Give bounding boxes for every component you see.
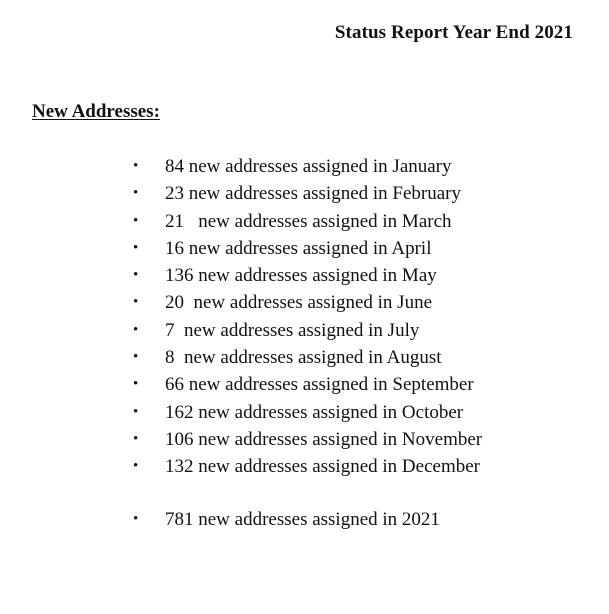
list-item <box>0 153 452 180</box>
list-item-text: 23 new addresses assigned in February <box>165 183 462 205</box>
list-item-text: 136 new addresses assigned in May <box>165 265 437 287</box>
bullet-icon: • <box>133 321 139 338</box>
total-item-text: 781 new addresses assigned in 2021 <box>165 509 440 530</box>
list-item-text: 162 new addresses assigned in October <box>165 401 464 423</box>
bullet-icon: • <box>133 403 139 420</box>
list-item <box>0 453 480 480</box>
bullet-icon: • <box>133 158 139 174</box>
list-item-text: 8 new addresses assigned in August <box>165 347 442 369</box>
list-item <box>0 262 437 289</box>
list-item <box>0 371 474 398</box>
bullet-icon: • <box>133 185 139 202</box>
bullet-icon: • <box>133 430 139 447</box>
yearly-total-list <box>0 506 440 533</box>
bullet-icon: • <box>133 376 139 393</box>
list-item-text: 21 new addresses assigned in March <box>165 210 452 232</box>
report-title: Status Report Year End 2021 <box>334 22 573 43</box>
bullet-icon: • <box>133 239 139 256</box>
section-heading: New Addresses: <box>32 101 160 122</box>
list-item-text: 106 new addresses assigned in November <box>165 428 483 450</box>
list-item-text: 132 new addresses assigned in December <box>165 456 480 478</box>
bullet-icon: • <box>133 458 139 475</box>
list-item <box>0 317 420 344</box>
list-item <box>0 344 442 371</box>
list-item-text: 84 new addresses assigned in January <box>165 156 452 177</box>
list-item-text: 20 new addresses assigned in June <box>165 292 433 314</box>
bullet-icon: • <box>133 212 139 229</box>
list-item <box>0 399 464 426</box>
list-item <box>0 208 452 235</box>
bullet-icon: • <box>133 267 139 284</box>
list-item <box>0 426 483 453</box>
bullet-icon: • <box>133 294 139 311</box>
list-item <box>0 180 462 207</box>
list-item <box>0 289 433 316</box>
total-list-item <box>0 506 440 533</box>
bullet-icon: • <box>133 349 139 366</box>
list-item-text: 16 new addresses assigned in April <box>165 237 432 259</box>
monthly-address-list <box>0 153 483 481</box>
bullet-icon: • <box>133 511 139 527</box>
list-item-text: 66 new addresses assigned in September <box>165 374 474 396</box>
list-item <box>0 235 432 262</box>
list-item-text: 7 new addresses assigned in July <box>165 319 420 341</box>
